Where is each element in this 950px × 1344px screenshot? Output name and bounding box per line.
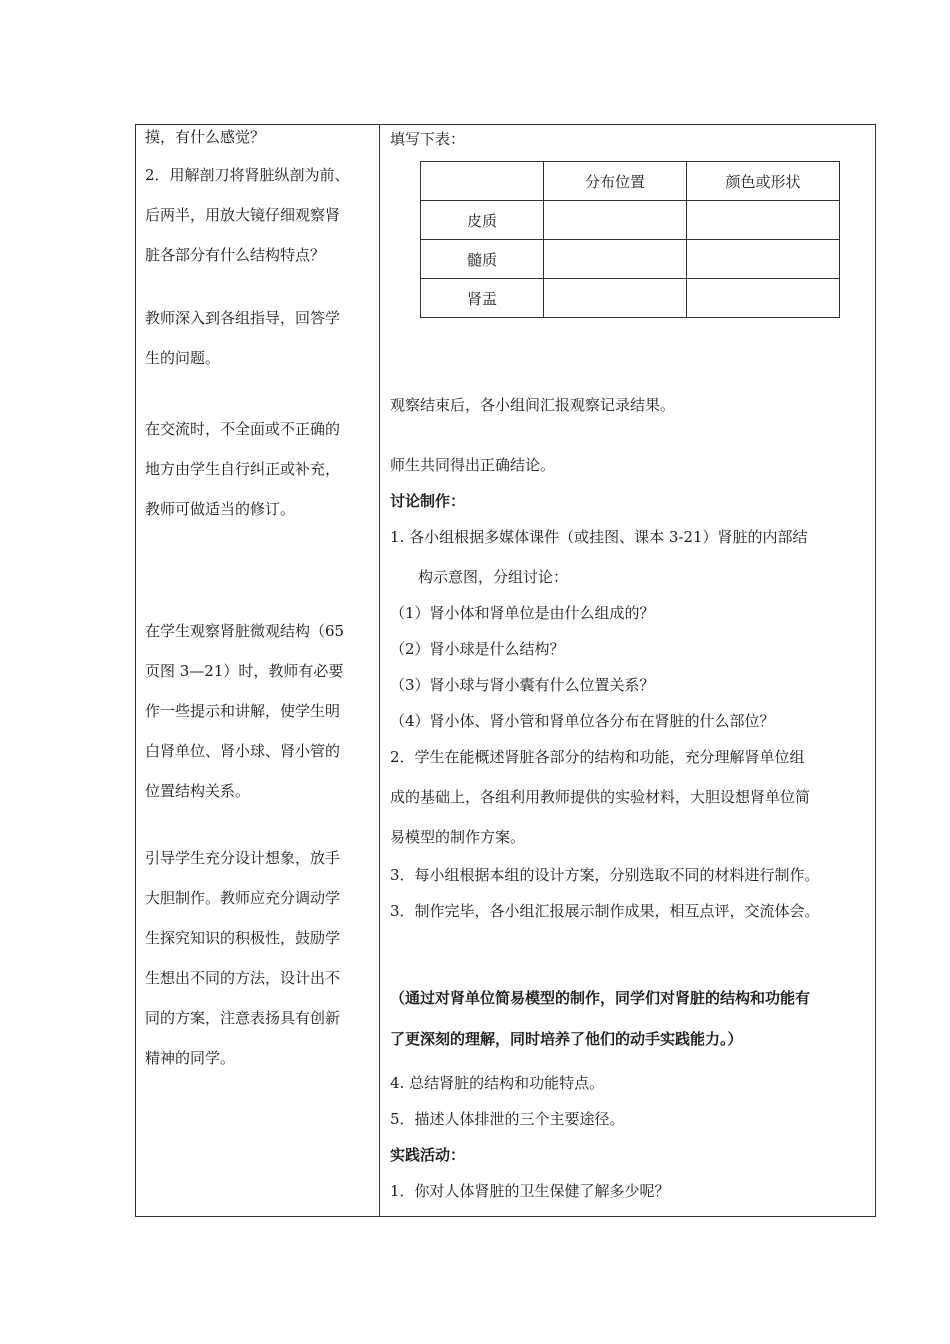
left-text-line: 白肾单位、肾小球、肾小管的 [145,742,341,760]
right-text-line: 1. 各小组根据多媒体课件（或挂图、课本 3-21）肾脏的内部结 [390,528,808,546]
left-text-line: 作一些提示和讲解，使学生明 [145,702,341,720]
summary-note: 了更深刻的理解，同时培养了他们的动手实践能力。） [390,1030,743,1048]
right-text-line: 2．学生在能概述肾脏各部分的结构和功能，充分理解肾单位组 [390,748,805,766]
left-text-line: 同的方案，注意表扬具有创新 [145,1009,341,1027]
table-cell [687,240,840,279]
right-text-line: 观察结束后，各小组间汇报观察记录结果。 [390,396,676,414]
table-cell [544,240,687,279]
summary-note: （通过对肾单位简易模型的制作，同学们对肾脏的结构和功能有 [390,989,811,1007]
table-row-label: 肾盂 [421,279,544,318]
table-row-label: 髓质 [421,240,544,279]
left-text-line: 精神的同学。 [145,1049,236,1067]
left-text-line: 摸，有什么感觉？ [145,128,266,146]
left-text-line: 生的问题。 [145,349,221,367]
lesson-table [135,124,876,1217]
right-text-line: （4）肾小体、肾小管和肾单位各分布在肾脏的什么部位？ [390,712,775,730]
fill-table-prompt: 填写下表： [390,130,466,148]
left-text-line: 2．用解剖刀将肾脏纵剖为前、 [145,166,350,184]
observation-table [420,161,840,318]
table-header-cell: 分布位置 [544,162,687,201]
left-text-line: 生想出不同的方法，设计出不 [145,969,341,987]
table-row [421,240,840,279]
right-text-line: 3．每小组根据本组的设计方案，分别选取不同的材料进行制作。 [390,866,820,884]
table-row-label: 皮质 [421,201,544,240]
left-text-line: 教师可做适当的修订。 [145,500,296,518]
left-text-line: 后两半，用放大镜仔细观察肾 [145,206,341,224]
column-divider [379,125,380,1216]
left-text-line: 教师深入到各组指导，回答学 [145,309,341,327]
left-text-line: 脏各部分有什么结构特点？ [145,246,326,264]
table-row [421,201,840,240]
left-text-line: 在交流时，不全面或不正确的 [145,420,341,438]
right-text-line: （3）肾小球与肾小囊有什么位置关系？ [390,676,655,694]
left-text-line: 大胆制作。教师应充分调动学 [145,889,341,907]
left-text-line: 地方由学生自行纠正或补充， [145,460,341,478]
right-text-line: 5．描述人体排泄的三个主要途径。 [390,1110,625,1128]
right-text-line: 师生共同得出正确结论。 [390,456,556,474]
table-header-cell: 颜色或形状 [687,162,840,201]
right-text-line: 1．你对人体肾脏的卫生保健了解多少呢？ [390,1182,670,1200]
left-text-line: 引导学生充分设计想象，放手 [145,849,341,867]
table-cell [687,279,840,318]
section-heading: 实践活动： [390,1146,466,1164]
right-text-line: 4. 总结肾脏的结构和功能特点。 [390,1074,605,1092]
table-cell [687,201,840,240]
section-heading: 讨论制作： [390,492,466,510]
table-cell [544,279,687,318]
right-text-line: （2）肾小球是什么结构？ [390,640,565,658]
table-cell [544,201,687,240]
right-text-line: 3．制作完毕，各小组汇报展示制作成果，相互点评，交流体会。 [390,902,820,920]
right-text-line: 成的基础上，各组利用教师提供的实验材料，大胆设想肾单位简 [390,788,811,806]
right-text-line: 易模型的制作方案。 [390,828,526,846]
right-text-line: （1）肾小体和肾单位是由什么组成的？ [390,604,655,622]
left-text-line: 在学生观察肾脏微观结构（65 [145,622,345,640]
table-header-cell [421,162,544,201]
right-text-line: 构示意图，分组讨论： [418,568,569,586]
table-row [421,162,840,201]
left-text-line: 位置结构关系。 [145,782,251,800]
left-text-line: 页图 3—21）时，教师有必要 [145,662,344,680]
table-row [421,279,840,318]
left-text-line: 生探究知识的积极性，鼓励学 [145,929,341,947]
